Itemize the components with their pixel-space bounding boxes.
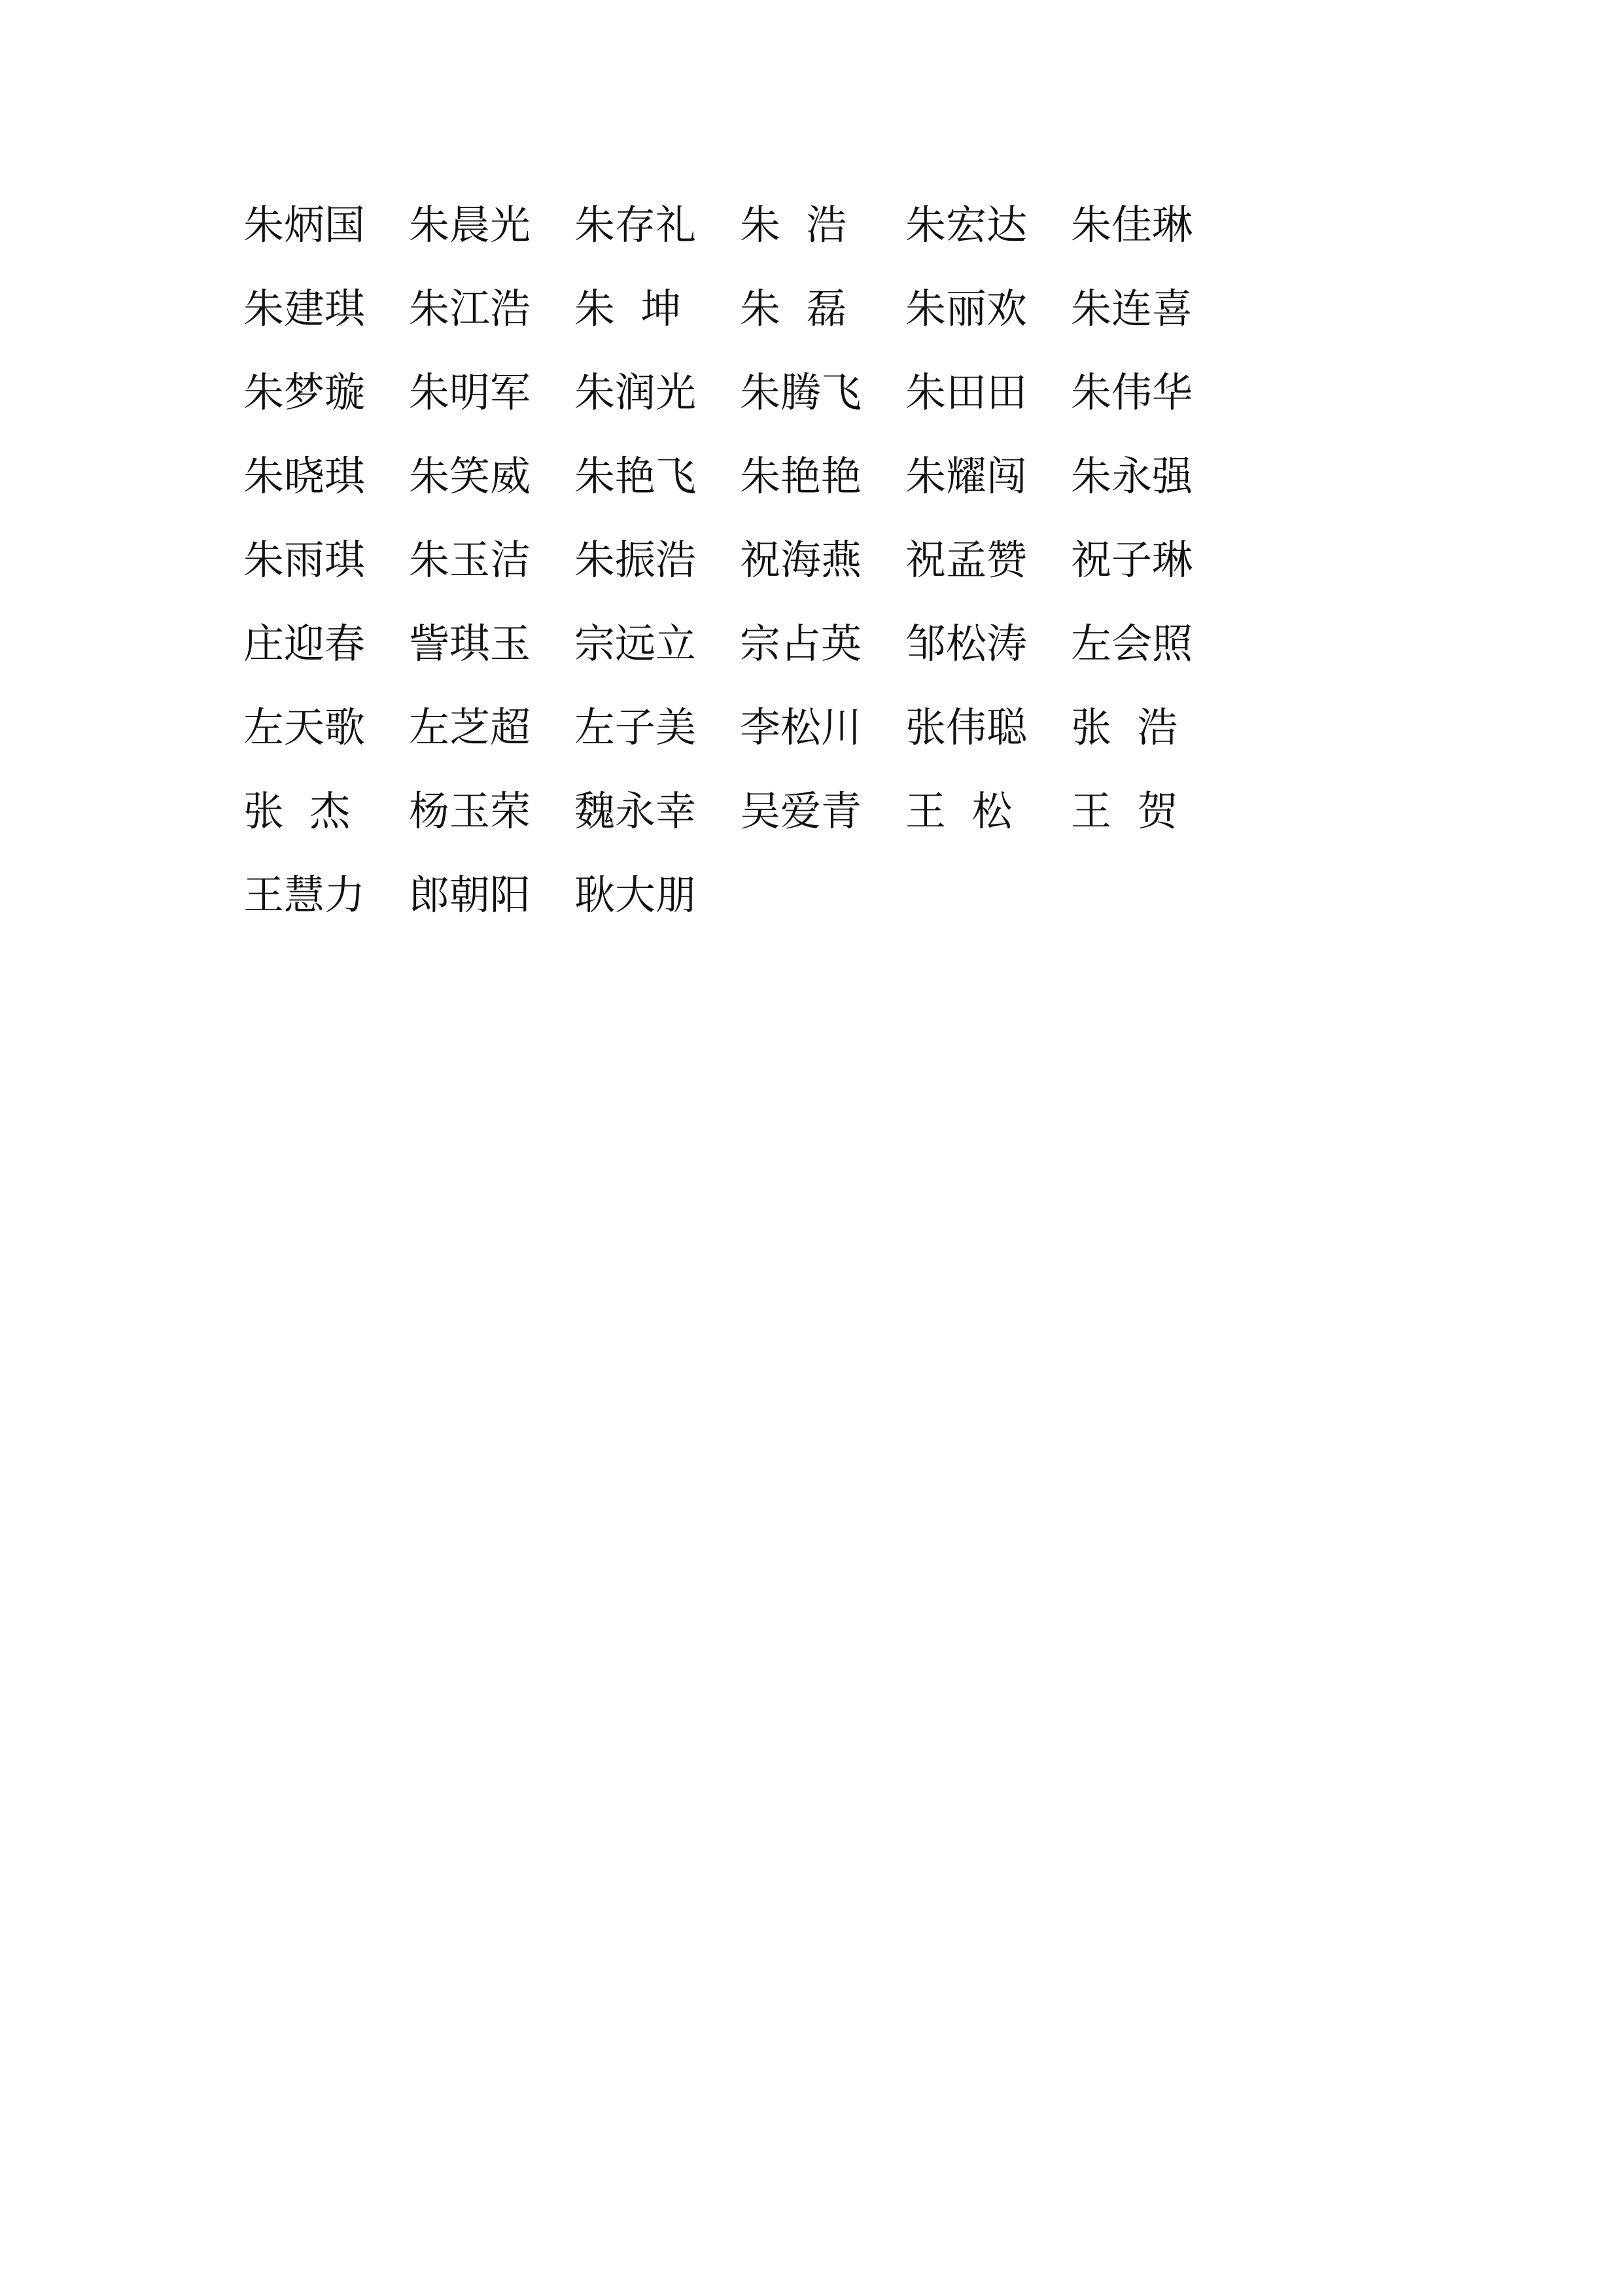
- name-cell: 朱笑威: [409, 452, 531, 500]
- name-cell: 宗占英: [740, 620, 862, 667]
- name-cell: 朱艳艳: [740, 452, 862, 500]
- name-cell: 朱 坤: [574, 285, 682, 332]
- name-cell: 朱连喜: [1071, 285, 1193, 332]
- name-cell: 左会照: [1071, 620, 1193, 667]
- name-row: [243, 602, 1193, 686]
- name-cell: 朱玉洁: [409, 536, 531, 584]
- name-cell: 李松川: [740, 703, 862, 751]
- name-cell: 朱艳飞: [574, 452, 697, 500]
- name-cell: 邹松涛: [905, 620, 1028, 667]
- name-cell: 朱晓琪: [243, 452, 366, 500]
- name-row: [243, 267, 1193, 351]
- name-cell: 张 浩: [1071, 703, 1178, 751]
- name-cell: 祝子琳: [1071, 536, 1193, 584]
- name-cell: 耿大朋: [574, 871, 697, 919]
- name-cell: 朱田田: [905, 368, 1028, 416]
- name-cell: 朱晨光: [409, 201, 531, 249]
- name-cell: 朱丽欢: [905, 285, 1028, 332]
- name-cell: 王 松: [905, 787, 1013, 835]
- name-cell: 朱腾飞: [740, 368, 862, 416]
- name-row: [243, 434, 1193, 518]
- name-row: [243, 518, 1193, 602]
- name-cell: 朱明军: [409, 368, 531, 416]
- name-row: [243, 183, 1193, 267]
- name-row: [243, 769, 1178, 853]
- name-cell: 王 贺: [1071, 787, 1178, 835]
- name-cell: 宗远立: [574, 620, 697, 667]
- name-cell: 朱炳国: [243, 201, 366, 249]
- name-cell: 左子美: [574, 703, 697, 751]
- name-cell: 祝孟赞: [905, 536, 1028, 584]
- name-cell: 朱雨琪: [243, 536, 366, 584]
- name-cell: 魏永幸: [574, 787, 697, 835]
- name-row: [243, 351, 1193, 434]
- name-cell: 朱伟华: [1071, 368, 1193, 416]
- name-cell: 朱存礼: [574, 201, 697, 249]
- name-cell: 王慧力: [243, 871, 366, 919]
- name-cell: 朱润光: [574, 368, 697, 416]
- name-cell: 朱宏达: [905, 201, 1028, 249]
- name-cell: 朱建琪: [243, 285, 366, 332]
- name-cell: 张 杰: [243, 787, 351, 835]
- name-cell: 朱 浩: [740, 201, 847, 249]
- name-cell: 祝海燕: [740, 536, 862, 584]
- name-cell: 訾琪玉: [409, 620, 531, 667]
- name-cell: 朱耀闯: [905, 452, 1028, 500]
- name-row: [243, 686, 1178, 769]
- name-cell: 张伟聪: [905, 703, 1028, 751]
- name-cell: 朱江浩: [409, 285, 531, 332]
- name-cell: 朱 磊: [740, 285, 847, 332]
- name-cell: 朱振浩: [574, 536, 697, 584]
- name-cell: 庄迎春: [243, 620, 366, 667]
- name-cell: 吴爱青: [740, 787, 862, 835]
- name-list: [243, 183, 1193, 937]
- name-cell: 朱佳琳: [1071, 201, 1193, 249]
- name-cell: 左天歌: [243, 703, 366, 751]
- name-cell: 左芝超: [409, 703, 531, 751]
- name-cell: 杨玉荣: [409, 787, 531, 835]
- name-cell: 朱梦璇: [243, 368, 366, 416]
- name-cell: 朱永强: [1071, 452, 1193, 500]
- name-row: [243, 853, 1172, 937]
- name-cell: 郎朝阳: [409, 871, 531, 919]
